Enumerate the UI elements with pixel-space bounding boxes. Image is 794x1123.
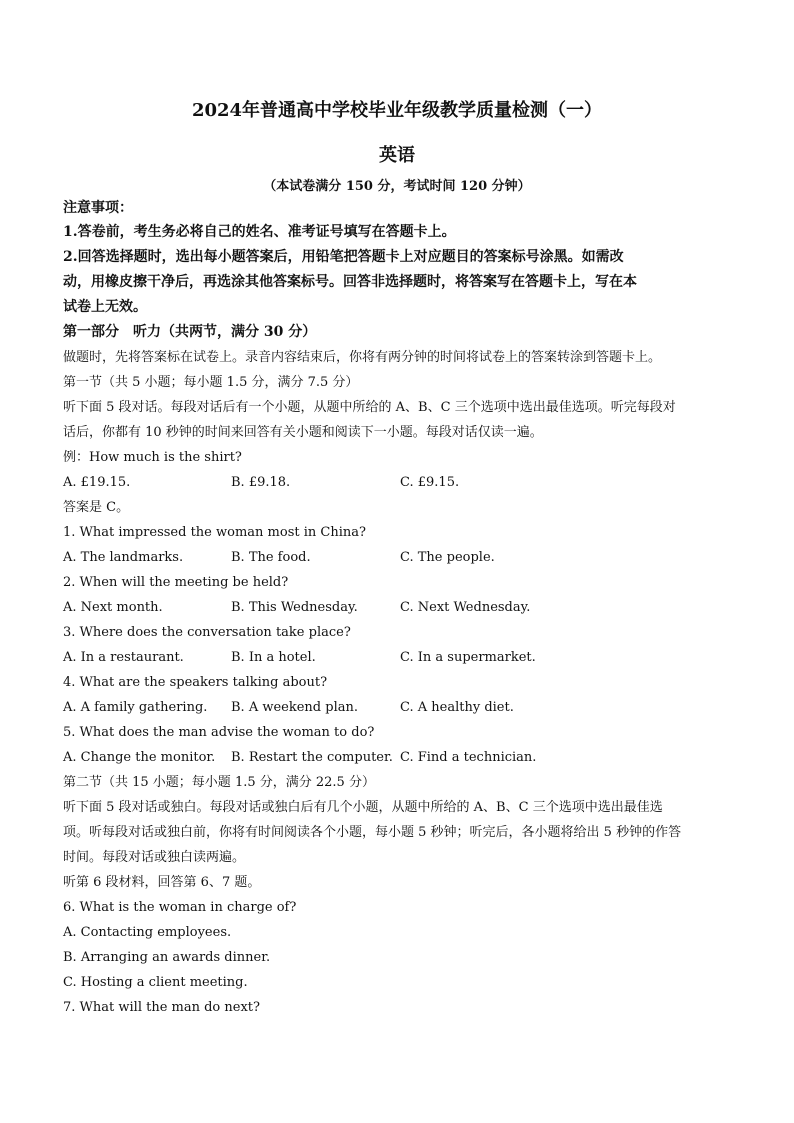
- question-6: 6. What is the woman in charge of?: [63, 900, 297, 915]
- question-3: 3. Where does the conversation take place?: [63, 625, 351, 640]
- question-2-option-a: A. Next month.: [63, 600, 163, 615]
- question-2: 2. When will the meeting be held?: [63, 575, 289, 590]
- example-option-b: B. £9.18.: [231, 475, 291, 490]
- question-4-option-a: A. A family gathering.: [63, 700, 208, 715]
- question-5-option-c: C. Find a technician.: [400, 750, 537, 765]
- question-3-option-c: C. In a supermarket.: [400, 650, 536, 665]
- section1-heading: 第一节（共 5 小题；每小题 1.5 分，满分 7.5 分）: [63, 375, 359, 390]
- part1-heading: 第一部分 听力（共两节，满分 30 分）: [63, 324, 317, 340]
- notes-item-2-line-2: 动，用橡皮擦干净后，再选涂其他答案标号。回答非选择题时，将答案写在答题卡上，写在本: [63, 274, 637, 290]
- part1-instruction: 做题时，先将答案标在试卷上。录音内容结束后，你将有两分钟的时间将试卷上的答案转涂到答题卡上。: [63, 350, 662, 365]
- exam-info: （本试卷满分 150 分，考试时间 120 分钟）: [263, 179, 531, 194]
- section2-desc-line-3: 时间。每段对话或独白读两遍。: [63, 850, 246, 865]
- section2-desc-line-1: 听下面 5 段对话或独白。每段对话或独白后有几个小题，从题中所给的 A、B、C 三个选项中选出最佳选: [63, 800, 663, 815]
- question-4: 4. What are the speakers talking about?: [63, 675, 328, 690]
- question-1-option-a: A. The landmarks.: [63, 550, 184, 565]
- notes-item-2-line-1: 2.回答选择题时，选出每小题答案后，用铅笔把答题卡上对应题目的答案标号涂黑。如需改: [63, 249, 624, 265]
- question-6-option-a: A. Contacting employees.: [63, 925, 232, 940]
- exam-title: 2024年普通高中学校毕业年级教学质量检测（一）: [191, 100, 603, 121]
- notes-item-2-line-3: 试卷上无效。: [63, 299, 147, 315]
- section1-desc-line-1: 听下面 5 段对话。每段对话后有一个小题，从题中所给的 A、B、C 三个选项中选出最佳选项。听完每段对: [63, 400, 676, 415]
- question-2-option-b: B. This Wednesday.: [231, 600, 358, 615]
- material-note: 听第 6 段材料，回答第 6、7 题。: [63, 875, 261, 890]
- question-4-option-c: C. A healthy diet.: [400, 700, 514, 715]
- question-3-option-a: A. In a restaurant.: [63, 650, 184, 665]
- question-5-option-b: B. Restart the computer.: [231, 750, 393, 765]
- section1-desc-line-2: 话后，你都有 10 秒钟的时间来回答有关小题和阅读下一小题。每段对话仅读一遍。: [63, 425, 543, 440]
- notes-item-1: 1.答卷前，考生务必将自己的姓名、准考证号填写在答题卡上。: [63, 224, 456, 240]
- section2-desc-line-2: 项。听每段对话或独白前，你将有时间阅读各个小题，每小题 5 秒钟；听完后，各小题将给出 5 秒钟的作答: [63, 825, 682, 840]
- notes-heading: 注意事项：: [63, 200, 133, 216]
- section2-heading: 第二节（共 15 小题；每小题 1.5 分，满分 22.5 分）: [63, 775, 375, 790]
- example-answer: 答案是 C。: [63, 500, 130, 515]
- question-4-option-b: B. A weekend plan.: [231, 700, 358, 715]
- question-5: 5. What does the man advise the woman to do?: [63, 725, 375, 740]
- question-2-option-c: C. Next Wednesday.: [400, 600, 531, 615]
- example-option-c: C. £9.15.: [400, 475, 460, 490]
- question-1: 1. What impressed the woman most in China?: [63, 525, 366, 540]
- question-7: 7. What will the man do next?: [63, 1000, 260, 1015]
- question-1-option-b: B. The food.: [231, 550, 311, 565]
- question-6-option-b: B. Arranging an awards dinner.: [63, 950, 271, 965]
- subject-title: 英语: [379, 145, 415, 166]
- question-6-option-c: C. Hosting a client meeting.: [63, 975, 248, 990]
- question-5-option-a: A. Change the monitor.: [63, 750, 216, 765]
- question-3-option-b: B. In a hotel.: [231, 650, 316, 665]
- example-question: 例：How much is the shirt?: [63, 450, 242, 465]
- example-option-a: A. £19.15.: [63, 475, 131, 490]
- question-1-option-c: C. The people.: [400, 550, 495, 565]
